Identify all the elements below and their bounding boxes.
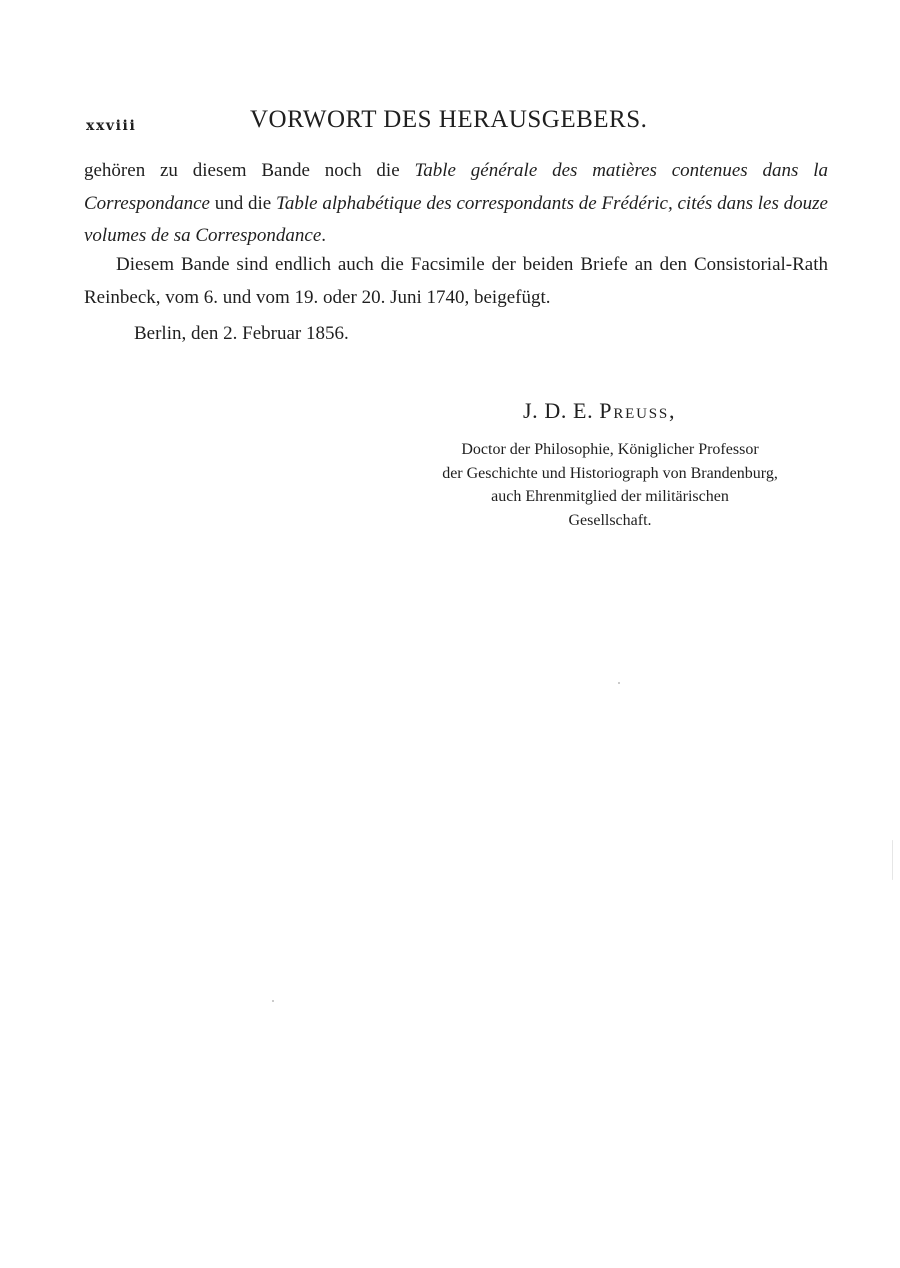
paragraph-1-text-1: gehören zu diesem Bande noch die — [84, 160, 415, 181]
signature-title-line-1: Doctor der Philosophie, Königlicher Professor — [461, 441, 759, 458]
signature-titles — [380, 438, 840, 532]
running-title: VORWORT DES HERAUSGEBERS. — [250, 106, 648, 133]
signature-initials: J. D. E. — [523, 398, 600, 423]
scan-speck — [618, 682, 620, 684]
scan-speck — [272, 1000, 274, 1002]
signature-title-line-4: Gesellschaft. — [568, 511, 652, 529]
paragraph-1-italic-title-2: Table alphabétique des correspondants de Frédéric, cités dans les douze volumes de sa Correspondance — [84, 192, 828, 246]
signature-surname: Preuss — [599, 398, 670, 423]
paragraph-2: Diesem Bande sind endlich auch die Facsimile der beiden Briefe an den Consistorial-Rath Reinbeck, vom 6. und vom 19. oder 20. Juni 1740, beigefügt. — [84, 254, 828, 308]
paragraph-1-italic-title-1: Table générale des matières contenues dans la Correspondance — [84, 160, 828, 214]
paragraph-1-text-3: . — [321, 225, 327, 246]
page-number: xxviii — [86, 118, 137, 134]
paragraph-1 — [84, 155, 828, 253]
signature-title-line-2: der Geschichte und Historiograph von Brandenburg, — [442, 464, 778, 482]
signature-comma: , — [669, 398, 676, 423]
dateline: Berlin, den 2. Februar 1856. — [134, 323, 349, 344]
signature-name — [523, 398, 675, 424]
signature-title-line-3: auch Ehrenmitglied der militärischen — [491, 488, 729, 505]
scan-edge-mark — [892, 840, 893, 880]
paragraph-1-text-2: und die — [209, 192, 277, 214]
